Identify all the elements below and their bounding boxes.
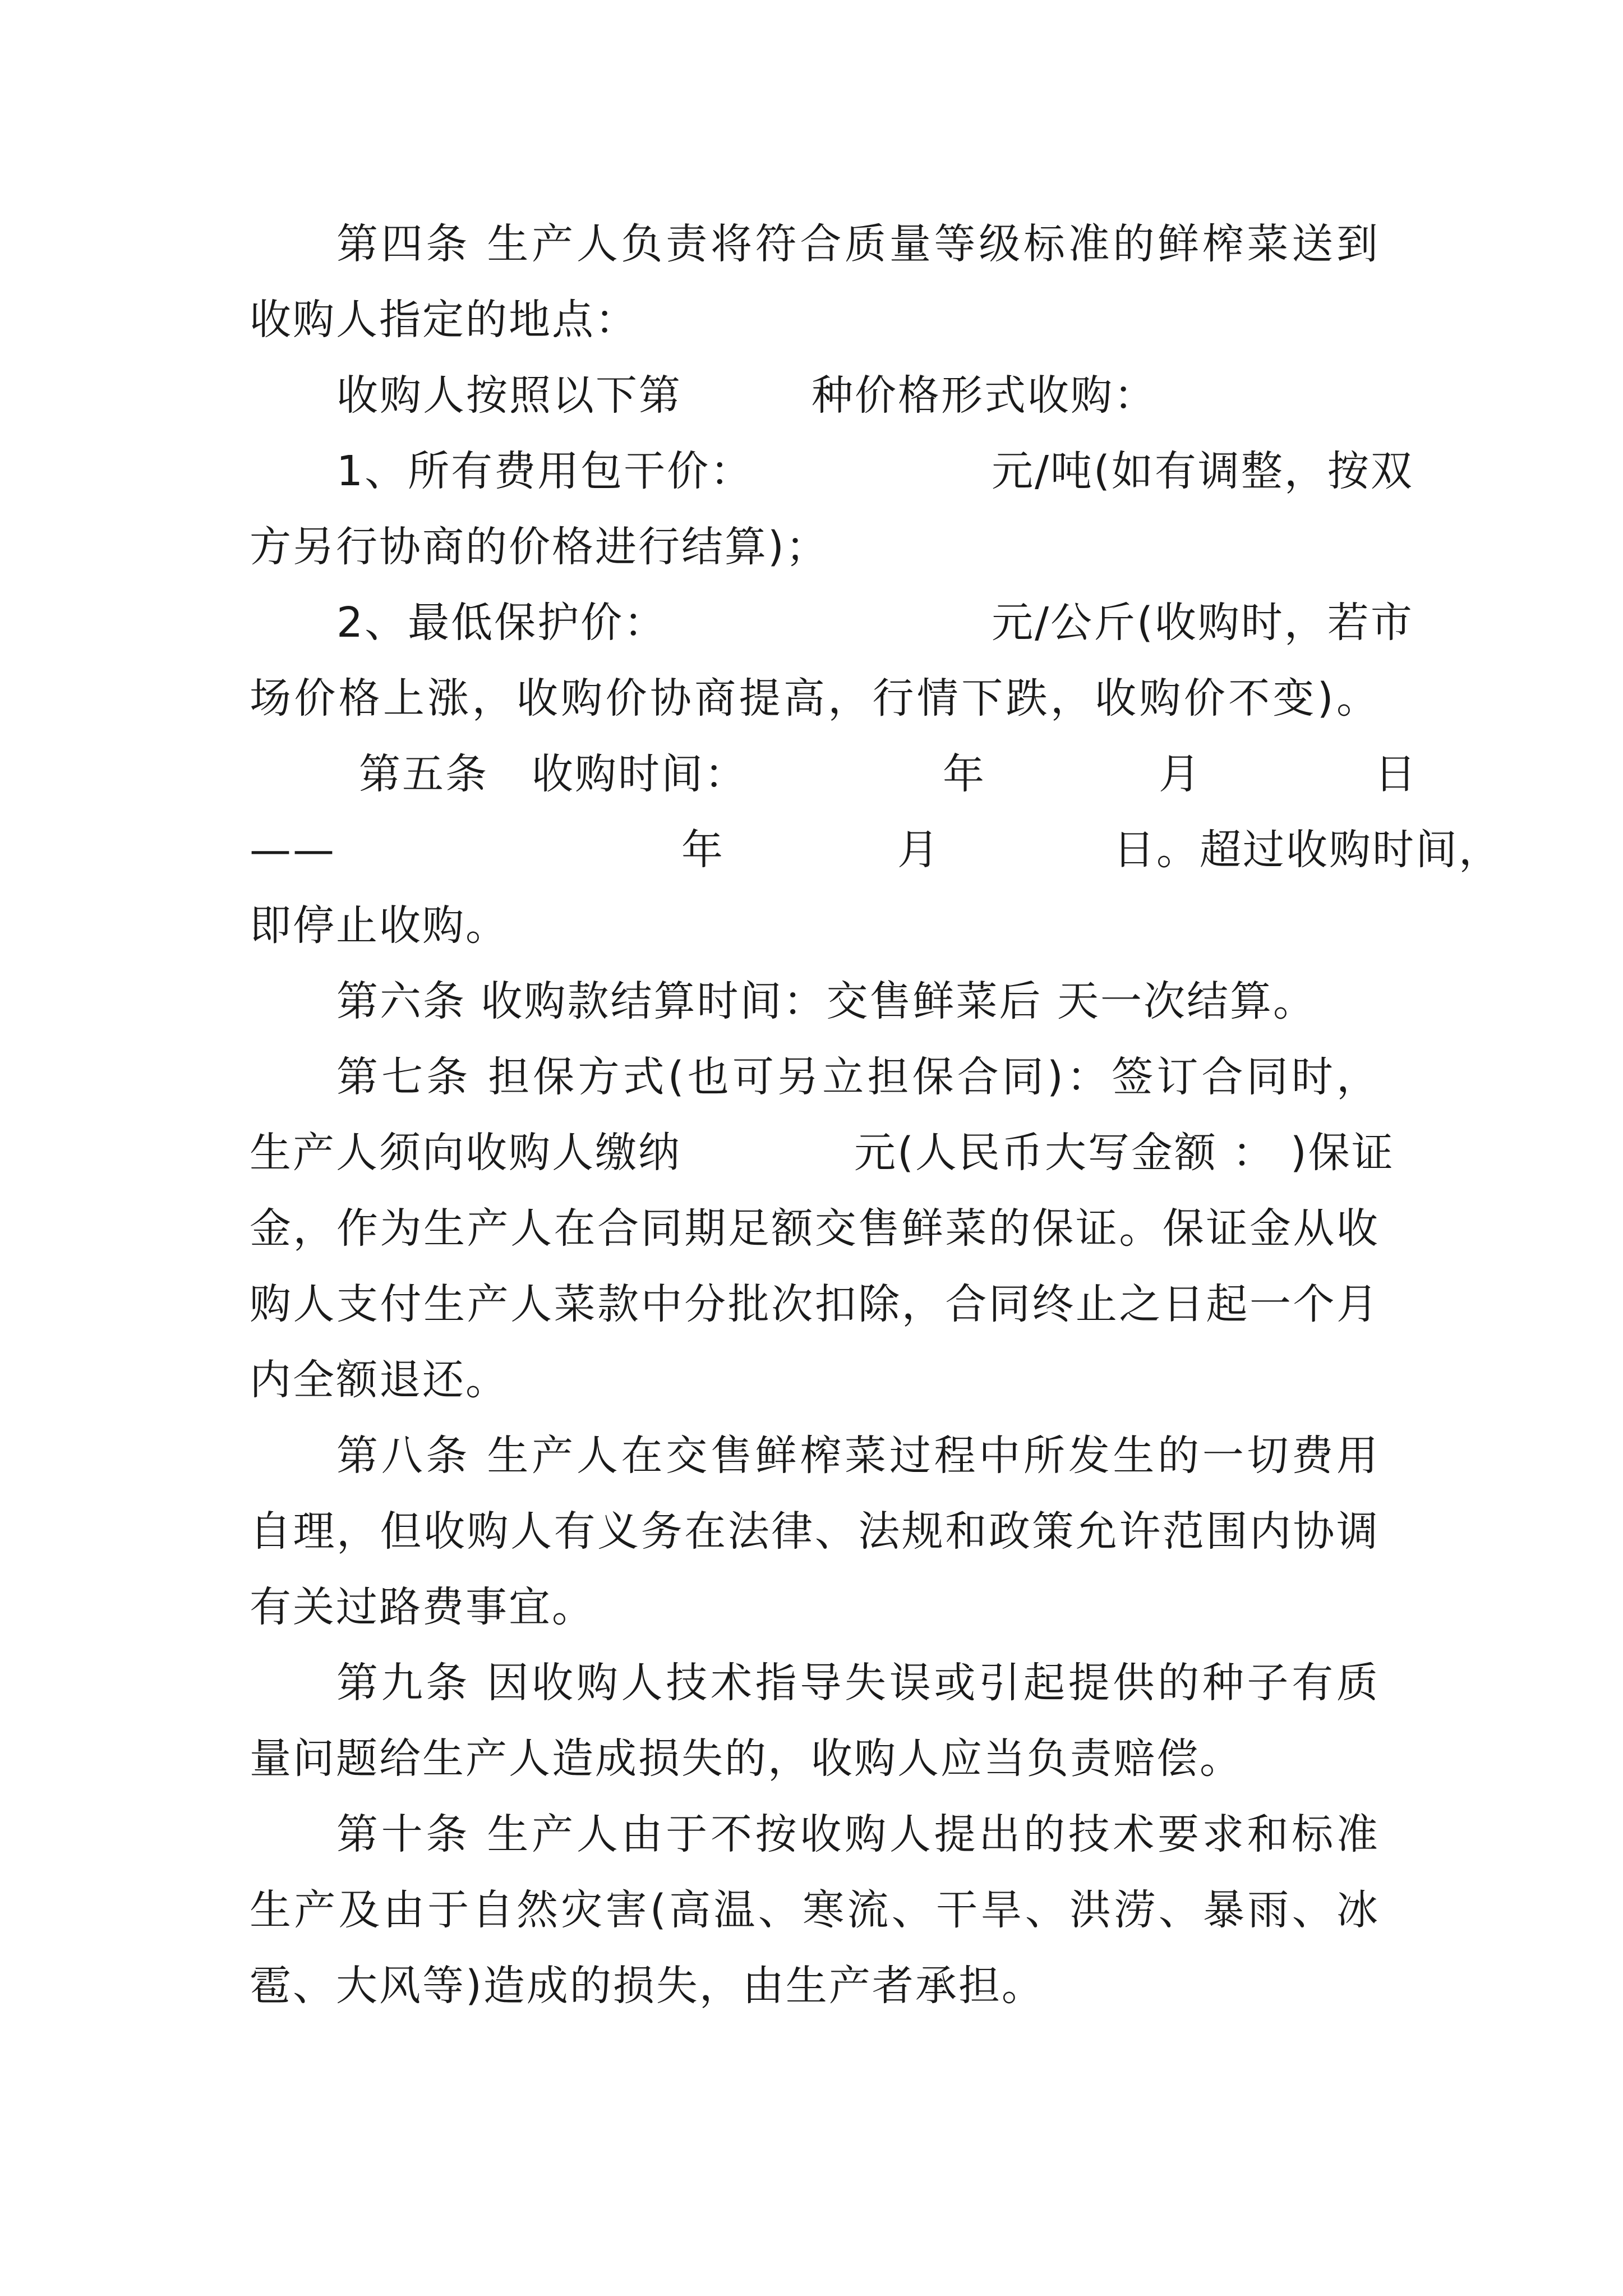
text-line: 第九条 因收购人技术指导失误或引起提供的种子有质 <box>336 1659 1380 1707</box>
text-line: 量问题给生产人造成损失的，收购人应当负责赔偿。 <box>250 1734 1243 1783</box>
text-line: 收购人指定的地点： <box>250 296 638 344</box>
text-line: 第四条 生产人负责将符合质量等级标准的鲜榨菜送到 <box>336 220 1380 268</box>
text-line: 第七条 担保方式(也可另立担保合同)：签订合同时， <box>336 1053 1380 1101</box>
text-line: 第八条 生产人在交售鲜榨菜过程中所发生的一切费用 <box>336 1432 1380 1480</box>
text-line: 生产及由于自然灾害(高温、寒流、干旱、洪涝、暴雨、冰 <box>250 1886 1380 1934</box>
text-line: 内全额退还。 <box>250 1356 509 1404</box>
text-line: 2、最低保护价： 元/公斤(收购时，若市 <box>336 599 1414 647</box>
text-line: 场价格上涨，收购价协商提高，行情下跌，收购价不变)。 <box>250 674 1380 723</box>
text-line: 收购人按照以下第 种价格形式收购： <box>336 371 1157 420</box>
text-line: 第六条 收购款结算时间：交售鲜菜后 天一次结算。 <box>336 977 1317 1025</box>
text-line: 第五条 收购时间： 年 月 日 <box>359 750 1418 798</box>
text-line: 有关过路费事宜。 <box>250 1583 595 1631</box>
text-line: 即停止收购。 <box>250 901 509 950</box>
text-line: —— 年 月 日。超过收购时间， <box>250 826 1502 874</box>
text-line: 方另行协商的价格进行结算)； <box>250 523 829 571</box>
text-line: 生产人须向收购人缴纳 元(人民币大写金额 ： )保证 <box>250 1129 1395 1177</box>
text-line: 金，作为生产人在合同期足额交售鲜菜的保证。保证金从收 <box>250 1204 1380 1253</box>
text-line: 1、所有费用包干价： 元/吨(如有调整，按双 <box>336 447 1414 495</box>
text-line: 购人支付生产人菜款中分批次扣除，合同终止之日起一个月 <box>250 1280 1380 1328</box>
text-line: 自理，但收购人有义务在法律、法规和政策允许范围内协调 <box>250 1507 1380 1556</box>
text-line: 第十条 生产人由于不按收购人提出的技术要求和标准 <box>336 1810 1380 1858</box>
text-line: 雹、大风等)造成的损失，由生产者承担。 <box>250 1962 1045 2010</box>
